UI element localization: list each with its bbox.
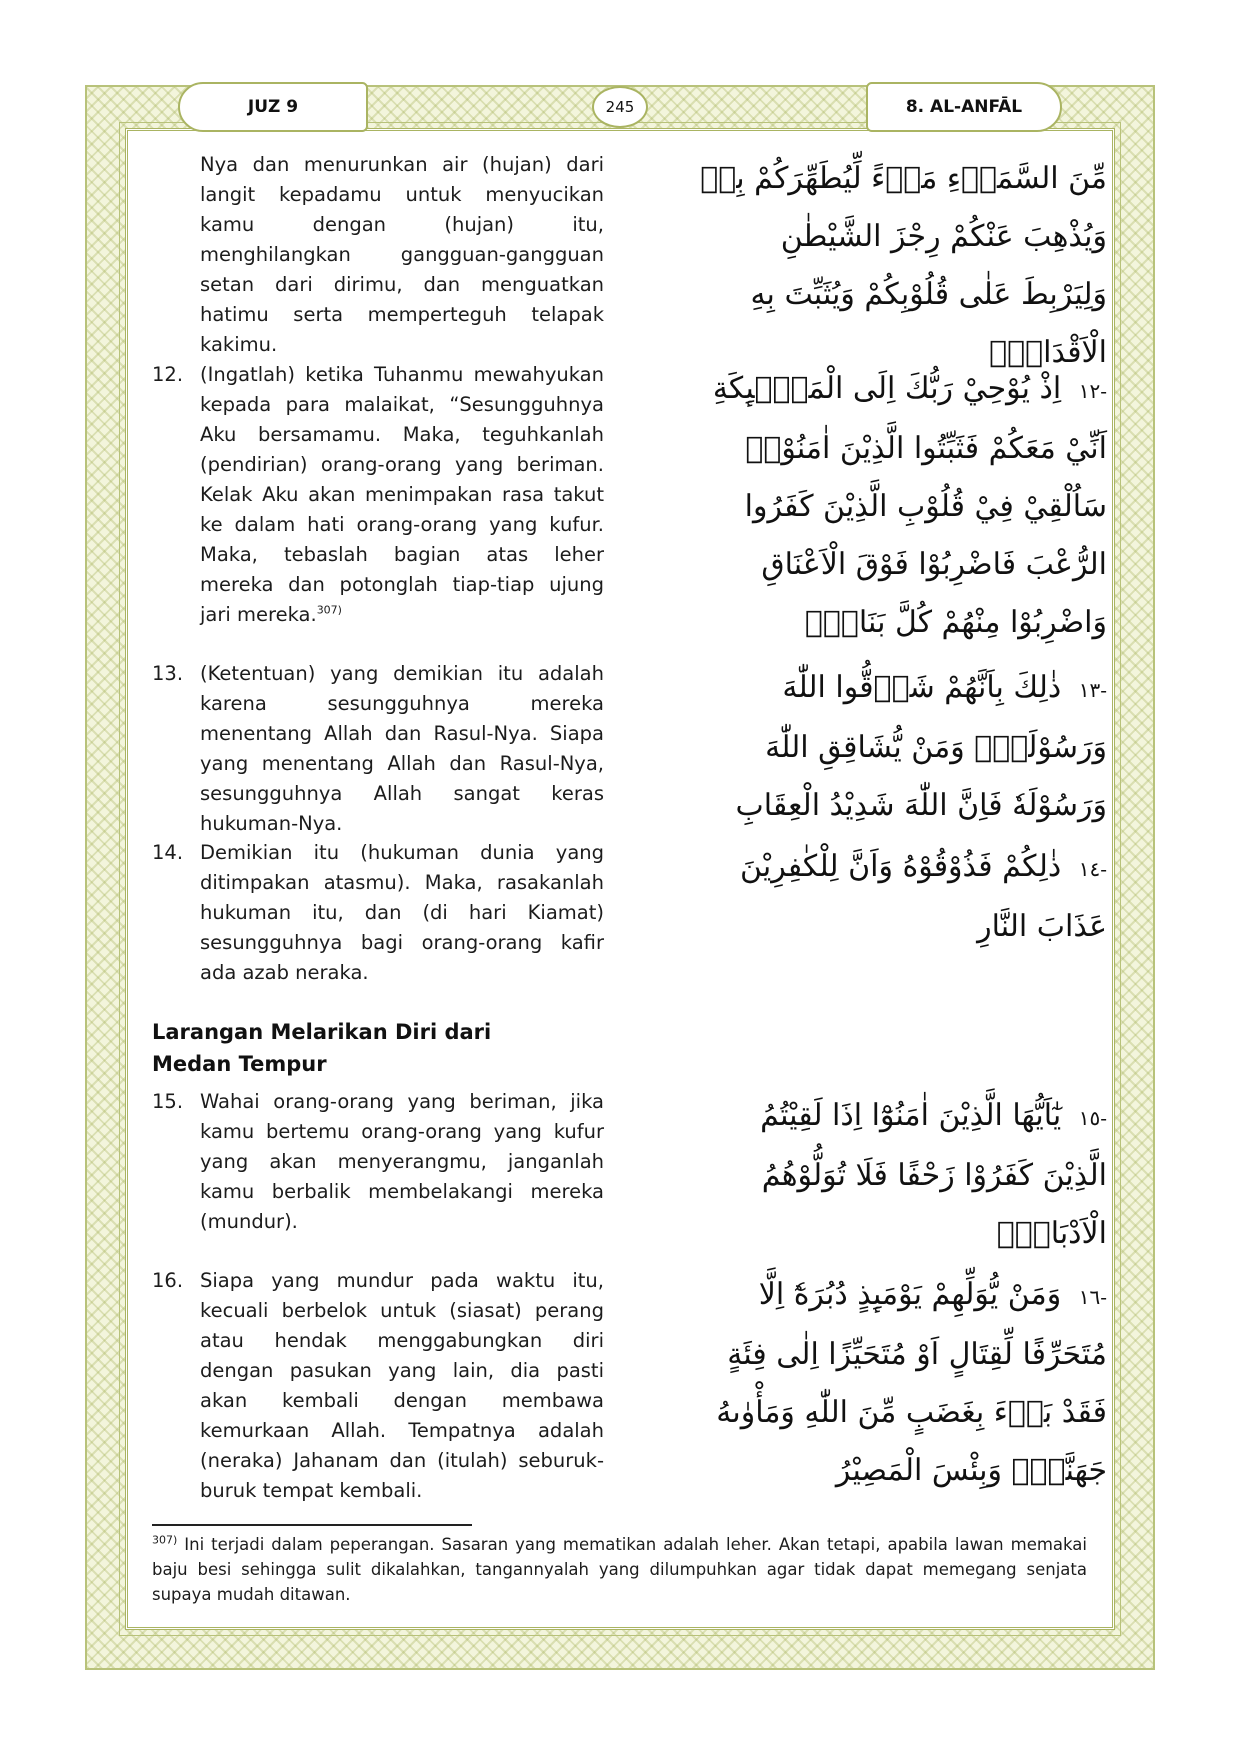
- arabic-text: مِّنَ السَّمَاۤءِ مَاۤءً لِّيُطَهِّرَكُمْ بِهٖ وَيُذْهِبَ عَنْكُمْ رِجْزَ الشَّيْطٰنِ وَلِيَرْبِطَ عَلٰى قُلُوْبِكُمْ وَيُثَبِّتَ بِهِ الْاَقْدَامَۗ: [700, 161, 1107, 370]
- verse-arabic: [697, 360, 1107, 652]
- arabic-text: ذٰلِكُمْ فَذُوْقُوْهُ وَاَنَّ لِلْكٰفِرِيْنَ عَذَابَ النَّارِ: [740, 849, 1107, 944]
- arabic-verse-number: -١٦: [1078, 1285, 1107, 1309]
- verse-translation-text: Siapa yang mundur pada waktu itu, kecuali berbelok untuk (siasat) perang atau hendak menggabungkan diri dengan pasukan yang lain, dia pasti akan kembali dengan membawa kemurkaan Allah. Tempatnya adalah (neraka) Jahanam dan (itulah) seburuk-buruk tempat kembali.: [200, 1269, 604, 1502]
- verse-translation-text: Demikian itu (hukuman dunia yang ditimpakan atasmu). Maka, rasakanlah hukuman itu, dan (di hari Kiamat) sesungguhnya bagi orang-orang kafir ada azab neraka.: [200, 841, 604, 984]
- verse-arabic: [697, 1087, 1107, 1263]
- arabic-verse-number: -١٢: [1078, 379, 1107, 403]
- verse-number: 14.: [152, 841, 184, 864]
- arabic-verse-number: -١٥: [1078, 1106, 1107, 1130]
- arabic-text: ذٰلِكَ بِاَنَّهُمْ شَاۤقُّوا اللّٰهَ وَرَسُوْلَهٗۚ وَمَنْ يُّشَاقِقِ اللّٰهَ وَرَسُوْلَهٗ فَاِنَّ اللّٰهَ شَدِيْدُ الْعِقَابِ: [735, 670, 1107, 823]
- surah-label: 8. AL-ANFĀL: [866, 82, 1062, 132]
- page-number: 245: [592, 86, 648, 128]
- verse-translation-text: Nya dan menurunkan air (hujan) dari langit kepadamu untuk menyucikan kamu dengan (hujan) itu, menghilangkan gangguan-gangguan setan dari dirimu, dan menguatkan hatimu serta memperteguh telapak kakimu.: [200, 153, 604, 356]
- verse-arabic: [697, 659, 1107, 835]
- verse-number: 16.: [152, 1269, 184, 1292]
- verse-translation: [152, 1266, 604, 1506]
- verse-translation-text: (Ingatlah) ketika Tuhanmu mewahyukan kepada para malaikat, “Sesungguhnya Aku bersamamu. Maka, teguhkanlah (pendirian) orang-orang yang beriman. Kelak Aku akan menimpakan rasa takut ke dalam hati orang-orang yang kufur. Maka, tebaslah bagian atas leher mereka dan potonglah tiap-tiap ujung jari mereka.: [200, 363, 604, 626]
- verse-number: 15.: [152, 1090, 184, 1113]
- verse-translation: [152, 360, 604, 630]
- verse-arabic: [687, 150, 1107, 382]
- verse-number: 12.: [152, 363, 184, 386]
- arabic-text: وَمَنْ يُّوَلِّهِمْ يَوْمَىِٕذٍ دُبُرَهٗٓ اِلَّا مُتَحَرِّفًا لِّقِتَالٍ اَوْ مُتَحَيِّزًا اِلٰى فِئَةٍ فَقَدْ بَاۤءَ بِغَضَبٍ مِّنَ اللّٰهِ وَمَأْوٰىهُ جَهَنَّمُۗ وَبِئْسَ الْمَصِيْرُ: [716, 1277, 1107, 1488]
- verse-translation: [152, 659, 604, 839]
- arabic-text: اِذْ يُوْحِيْ رَبُّكَ اِلَى الْمَلٰۤىِٕكَةِ اَنِّيْ مَعَكُمْ فَثَبِّتُوا الَّذِيْنَ اٰمَنُوْاۗ سَاُلْقِيْ فِيْ قُلُوْبِ الَّذِيْنَ كَفَرُوا الرُّعْبَ فَاضْرِبُوْا فَوْقَ الْاَعْنَاقِ وَاضْرِبُوْا مِنْهُمْ كُلَّ بَنَانٍۗ: [712, 371, 1107, 640]
- footnote-text: Ini terjadi dalam peperangan. Sasaran yang mematikan adalah leher. Akan tetapi, apabila lawan memakai baju besi sehingga sulit dikalahkan, tangannyalah yang dilumpuhkan agar tidak dapat memegang senjata supaya mudah ditawan.: [152, 1535, 1087, 1604]
- arabic-verse-number: -١٣: [1078, 678, 1107, 702]
- verse-arabic: [697, 1266, 1107, 1500]
- verse-arabic: [697, 838, 1107, 956]
- footnote-ref[interactable]: 307): [316, 603, 342, 617]
- verse-translation: [152, 838, 604, 988]
- arabic-verse-number: -١٤: [1078, 857, 1107, 881]
- arabic-text: يٰٓاَيُّهَا الَّذِيْنَ اٰمَنُوْٓا اِذَا لَقِيْتُمُ الَّذِيْنَ كَفَرُوْا زَحْفًا فَلَا تُوَلُّوْهُمُ الْاَدْبَارَۚ: [760, 1098, 1107, 1251]
- footnote-divider: [152, 1524, 472, 1526]
- verse-translation: [152, 150, 604, 360]
- verse-translation-text: (Ketentuan) yang demikian itu adalah karena sesungguhnya mereka menentang Allah dan Rasul-Nya. Siapa yang menentang Allah dan Rasul-Nya, sesungguhnya Allah sangat keras hukuman-Nya.: [200, 662, 604, 835]
- juz-label: JUZ 9: [178, 82, 368, 132]
- section-heading: Larangan Melarikan Diri dari Medan Tempur: [152, 1020, 492, 1076]
- footnote-marker: 307): [152, 1533, 178, 1547]
- verse-translation: [152, 1087, 604, 1237]
- verse-translation-text: Wahai orang-orang yang beriman, jika kamu bertemu orang-orang yang kufur yang akan menyerangmu, janganlah kamu berbalik membelakangi mereka (mundur).: [200, 1090, 604, 1233]
- footnote: [152, 1532, 1087, 1607]
- verse-number: 13.: [152, 662, 184, 685]
